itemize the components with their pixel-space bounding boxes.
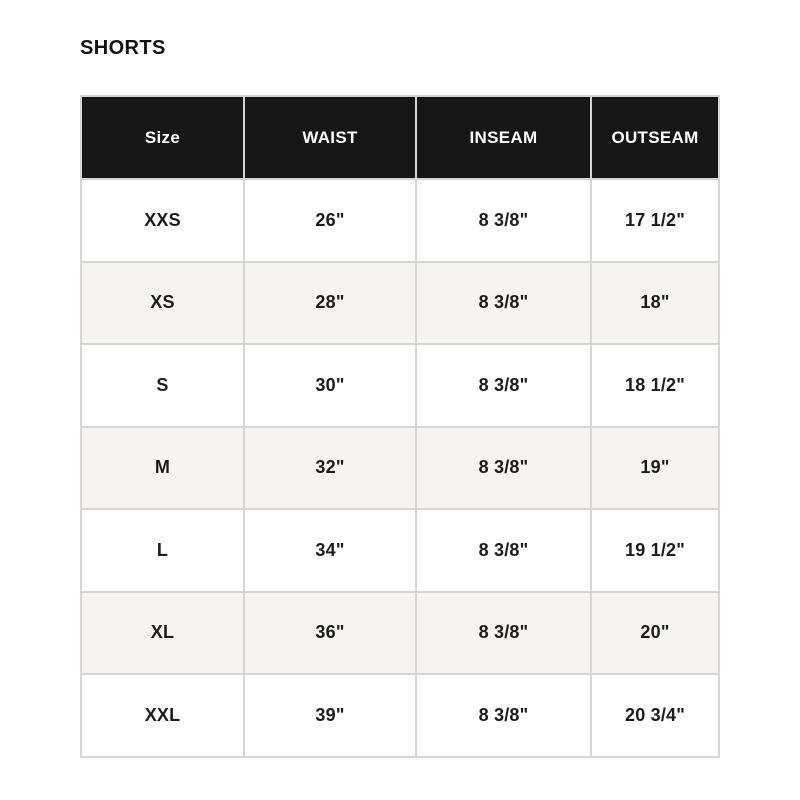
table-row-xs (81, 262, 719, 345)
cell-waist: 28" (244, 262, 416, 345)
cell-size: XS (81, 262, 244, 345)
cell-outseam: 20 3/4" (591, 674, 719, 757)
cell-waist: 30" (244, 344, 416, 427)
cell-waist: 32" (244, 427, 416, 510)
cell-size: M (81, 427, 244, 510)
cell-size: XL (81, 592, 244, 675)
cell-inseam: 8 3/8" (416, 179, 591, 262)
cell-inseam: 8 3/8" (416, 427, 591, 510)
cell-outseam: 17 1/2" (591, 179, 719, 262)
cell-size: XXS (81, 179, 244, 262)
cell-outseam: 18" (591, 262, 719, 345)
cell-outseam: 19 1/2" (591, 509, 719, 592)
cell-inseam: 8 3/8" (416, 674, 591, 757)
table-row-s (81, 344, 719, 427)
table-row-m (81, 427, 719, 510)
cell-waist: 39" (244, 674, 416, 757)
table-row-xxs (81, 179, 719, 262)
size-chart-table (80, 95, 720, 758)
column-header-inseam: INSEAM (416, 96, 591, 179)
cell-inseam: 8 3/8" (416, 262, 591, 345)
table-row-l (81, 509, 719, 592)
cell-outseam: 18 1/2" (591, 344, 719, 427)
cell-outseam: 19" (591, 427, 719, 510)
table-row-xxl (81, 674, 719, 757)
cell-size: S (81, 344, 244, 427)
table-header-row (81, 96, 719, 179)
cell-inseam: 8 3/8" (416, 344, 591, 427)
cell-size: L (81, 509, 244, 592)
cell-size: XXL (81, 674, 244, 757)
column-header-size: Size (81, 96, 244, 179)
column-header-outseam: OUTSEAM (591, 96, 719, 179)
cell-waist: 34" (244, 509, 416, 592)
cell-waist: 36" (244, 592, 416, 675)
cell-outseam: 20" (591, 592, 719, 675)
cell-waist: 26" (244, 179, 416, 262)
table-row-xl (81, 592, 719, 675)
page-title: SHORTS (80, 37, 166, 59)
cell-inseam: 8 3/8" (416, 509, 591, 592)
column-header-waist: WAIST (244, 96, 416, 179)
cell-inseam: 8 3/8" (416, 592, 591, 675)
